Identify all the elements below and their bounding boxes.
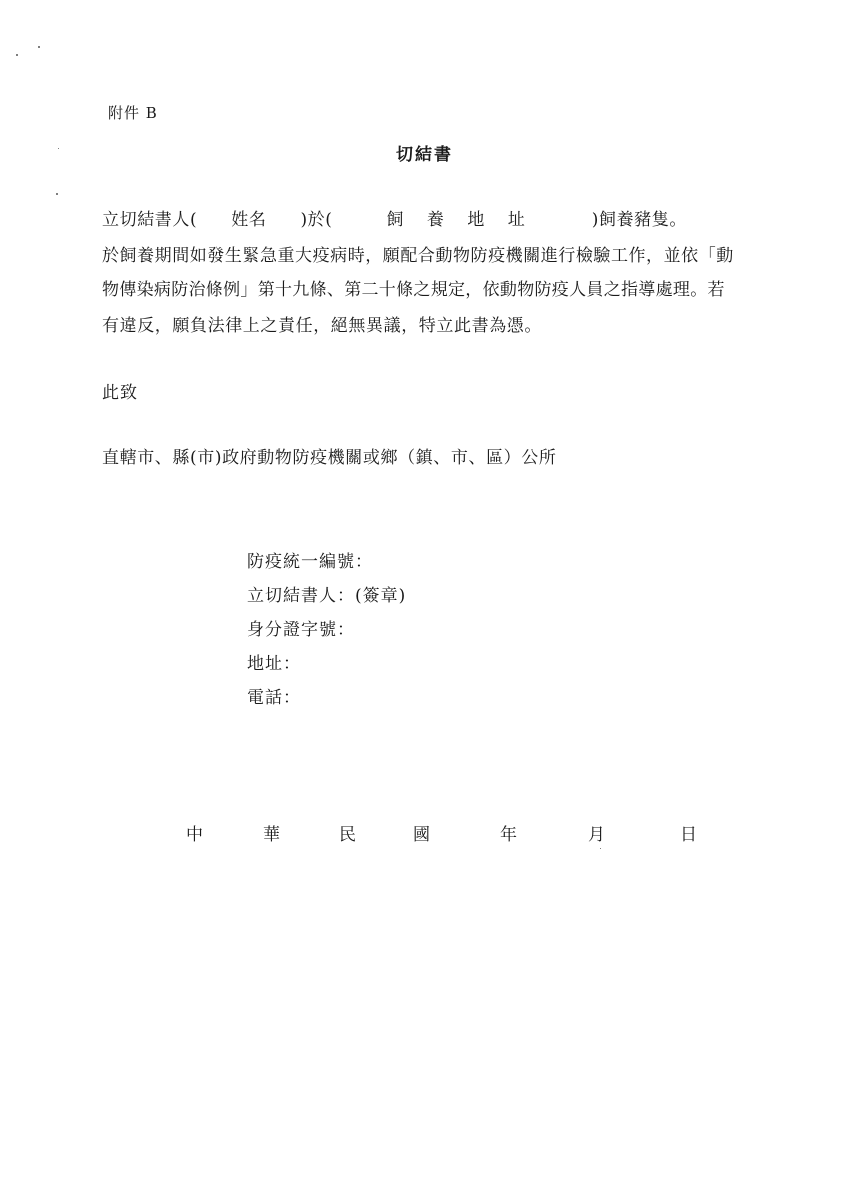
epidemic-id-field: 防疫統一編號：	[247, 552, 373, 572]
declaration-line-4: 有違反，願負法律上之責任，絕無異議，特立此書為憑。	[102, 316, 542, 336]
phone-field: 電話：	[247, 688, 301, 708]
declaration-line-3: 物傳染病防治條例」第十九條、第二十條之規定，依動物防疫人員之指導處理。若	[102, 280, 725, 300]
scan-speck	[38, 46, 40, 48]
date-char-month: 月	[588, 825, 605, 845]
address-field: 地址：	[247, 654, 301, 674]
document-title: 切結書	[396, 145, 453, 165]
date-char-day: 日	[680, 825, 697, 845]
name-placeholder: 姓名	[231, 210, 267, 230]
declarant-prefix: 立切結書人(	[102, 210, 198, 230]
scan-speck	[56, 193, 58, 195]
date-char-year: 年	[500, 825, 517, 845]
recipient: 直轄市、縣(市)政府動物防疫機關或鄉（鎮、市、區）公所	[102, 448, 557, 468]
declaration-line-1	[102, 205, 687, 230]
declarant-mid: )於(	[300, 210, 333, 230]
date-char-zhong: 中	[186, 825, 203, 845]
signature-fields	[247, 545, 406, 715]
declarant-signature-field: 立切結書人：(簽章)	[247, 586, 407, 606]
declaration-line-2: 於飼養期間如發生緊急重大疫病時，願配合動物防疫機關進行檢驗工作，並依「動	[102, 246, 734, 266]
scan-speck	[600, 848, 601, 849]
id-number-field: 身分證字號：	[247, 620, 355, 640]
date-char-min: 民	[339, 825, 356, 845]
declarant-suffix: )飼養豬隻。	[591, 210, 687, 230]
date-char-hua: 華	[263, 825, 280, 845]
salutation: 此致	[102, 383, 138, 403]
attachment-label: 附件 B	[108, 104, 158, 122]
date-char-guo: 國	[413, 825, 430, 845]
address-placeholder: 飼 養 地 址	[386, 210, 534, 230]
scan-speck	[16, 54, 18, 56]
